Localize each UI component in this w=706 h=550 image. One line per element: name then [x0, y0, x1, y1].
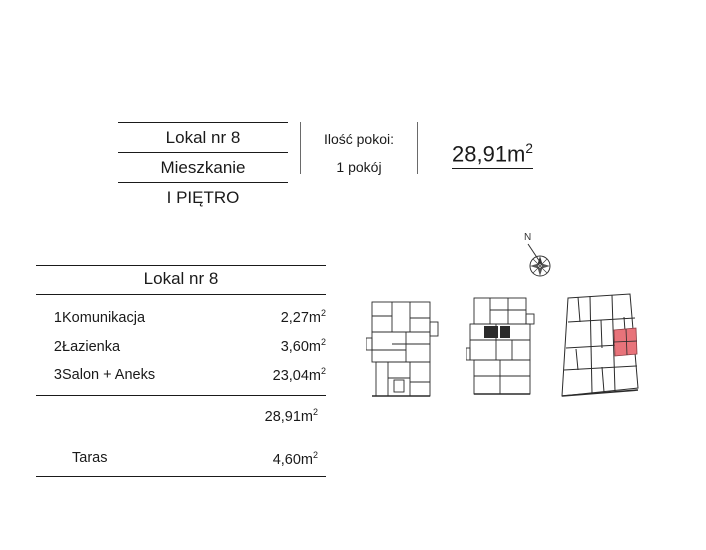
room-area-superscript: 2 [321, 308, 326, 318]
table-row [36, 301, 326, 330]
extra-area-number: 4,60m [272, 452, 313, 469]
room-name: Salon + Aneks [62, 367, 156, 384]
room-schedule-extra [36, 442, 326, 477]
room-area [230, 359, 326, 388]
table-row [36, 442, 326, 473]
table-row [36, 330, 326, 359]
unit-title: Lokal nr 8 [165, 128, 241, 147]
room-name: Łazienka [62, 338, 121, 355]
room-area-number: 23,04m [272, 367, 321, 384]
total-area-value [452, 136, 533, 169]
sum-area-number: 28,91m [264, 409, 313, 426]
compass-rose [512, 232, 568, 288]
key-plan-2[interactable] [466, 296, 542, 400]
unit-header [118, 122, 533, 212]
sum-area [81, 399, 326, 430]
rooms-count-label: Ilość pokoi: [323, 131, 395, 147]
compass-icon [512, 232, 568, 288]
key-plan-1[interactable] [366, 298, 446, 402]
sum-area-superscript: 2 [313, 407, 318, 418]
room-area-superscript: 2 [321, 365, 326, 376]
room-area-number: 2,27m [280, 309, 321, 326]
table-row [36, 359, 326, 388]
room-number: 1 [53, 309, 62, 326]
total-area-block [452, 122, 533, 169]
room-schedule [36, 265, 326, 477]
table-row [36, 399, 326, 430]
room-area-number: 3,60m [280, 338, 321, 355]
room-name: Komunikacja [62, 309, 146, 326]
room-area-superscript: 2 [321, 336, 326, 347]
room-area [230, 330, 326, 359]
sum-spacer [36, 399, 73, 430]
room-area [230, 301, 326, 330]
total-area-number: 28,91m [452, 141, 526, 167]
rooms-count-value: 1 pokój [336, 159, 382, 175]
extra-area [202, 442, 326, 473]
rooms-count-block [300, 122, 418, 174]
total-area-superscript: 2 [525, 141, 533, 156]
sum-label [73, 399, 81, 430]
key-plan-3-highlighted[interactable] [556, 292, 648, 404]
room-schedule-title: Lokal nr 8 [36, 265, 326, 295]
compass-north-label: N [524, 232, 532, 243]
room-number: 2 [53, 338, 62, 355]
room-schedule-table [36, 301, 326, 387]
room-number: 3 [53, 367, 62, 384]
unit-floor: I PIĘTRO [166, 188, 240, 207]
extra-name: Taras [72, 449, 108, 466]
room-schedule-sum [36, 395, 326, 430]
unit-header-left [118, 122, 288, 212]
key-plan-group [366, 292, 666, 412]
extra-area-superscript: 2 [313, 450, 318, 461]
unit-type: Mieszkanie [160, 158, 246, 177]
